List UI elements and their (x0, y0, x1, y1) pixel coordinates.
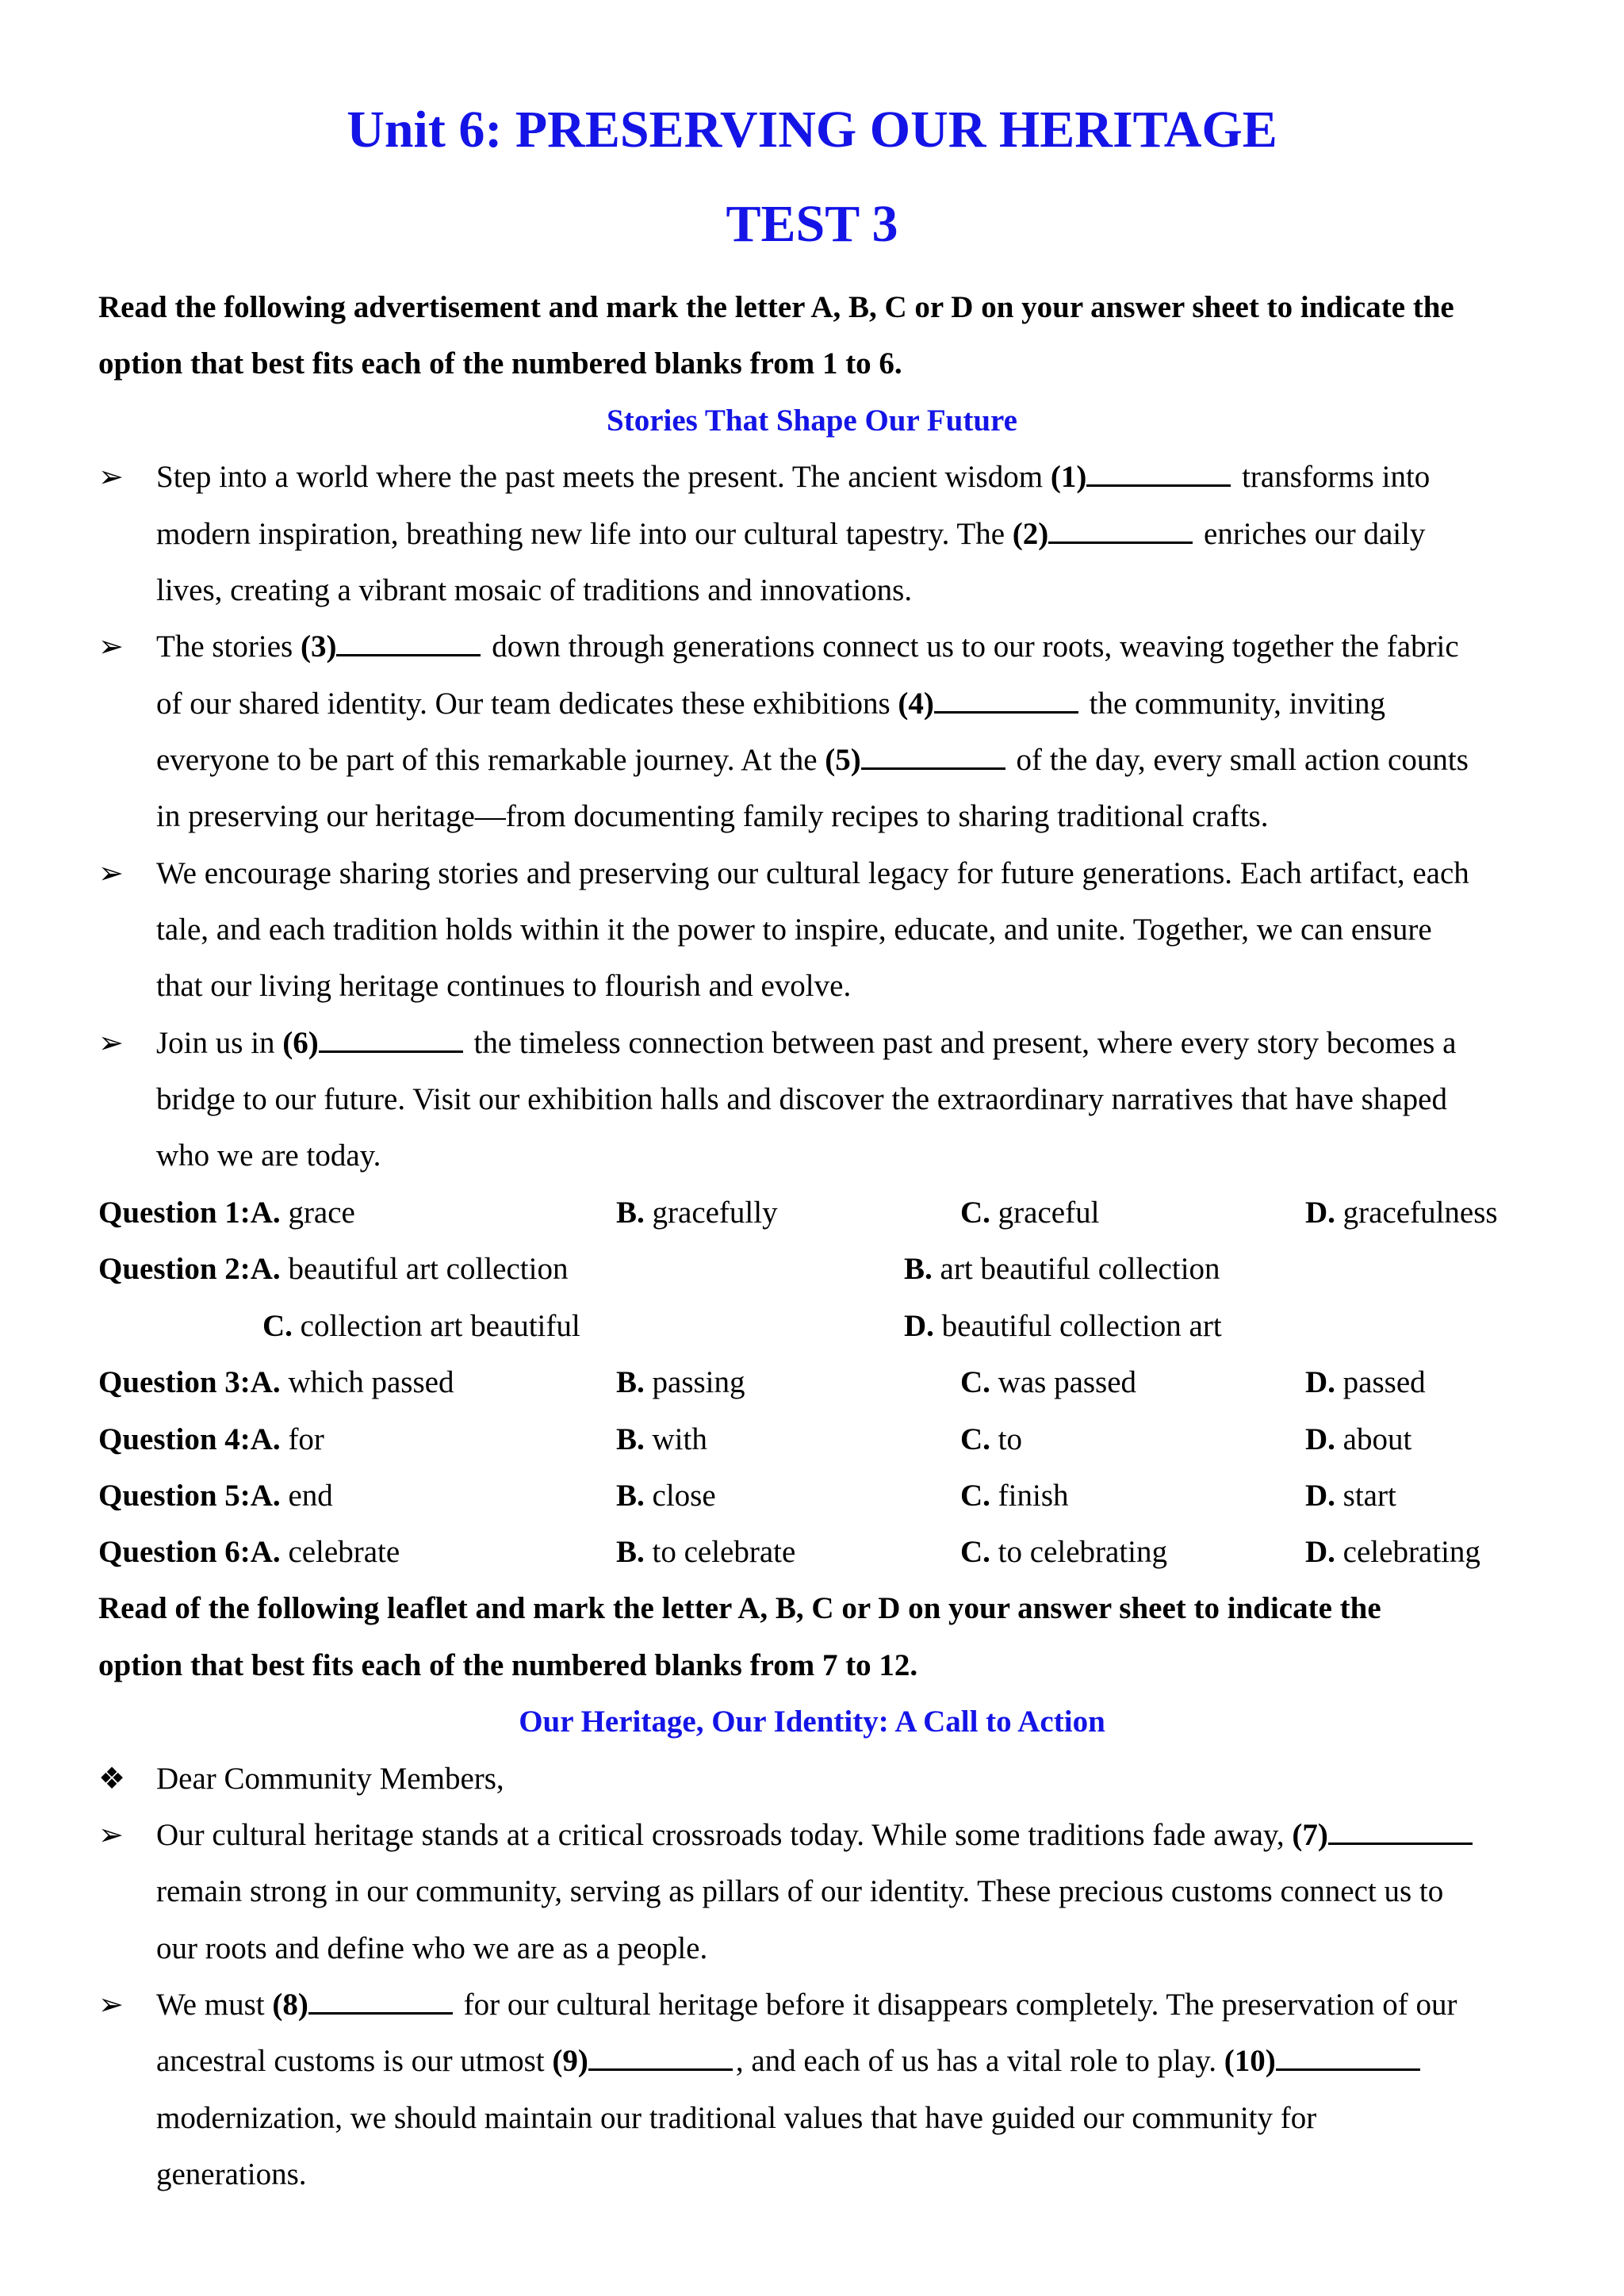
question-5-option-c: C. finish (960, 1479, 1069, 1513)
instruction-line: Read the following advertisement and mark the letter A, B, C or D on your answer sheet to indicate the (98, 290, 1454, 324)
question-3-option-b: B. passing (616, 1365, 745, 1399)
question-1-option-d: D. gracefulness (1305, 1196, 1498, 1230)
question-5-option-b: B. close (616, 1479, 716, 1513)
answer-blank (336, 629, 481, 656)
question-1-option-c: C. graceful (960, 1196, 1100, 1230)
passage-line: Join us in (6) the timeless connection between past and present, where every story becomes a (156, 1026, 1457, 1060)
blank-number: (5) (825, 743, 861, 777)
answer-blank (588, 2043, 733, 2071)
question-2-option-d: D. beautiful collection art (904, 1309, 1222, 1343)
question-4-option-c: C. to (960, 1422, 1023, 1456)
question-1-option-b: B. gracefully (616, 1196, 778, 1230)
greeting-line: Dear Community Members, (156, 1762, 504, 1796)
answer-blank (934, 686, 1078, 714)
question-4-option-b: B. with (616, 1422, 707, 1456)
passage-line: Step into a world where the past meets the present. The ancient wisdom (1) transforms into (156, 460, 1431, 494)
question-6-label: Question 6:A. celebrate (98, 1535, 400, 1569)
passage-line: that our living heritage continues to flourish and evolve. (156, 969, 852, 1003)
passage-line: bridge to our future. Visit our exhibition halls and discover the extraordinary narratives that have shaped (156, 1082, 1447, 1116)
answer-blank (308, 1987, 453, 2015)
arrow-bullet-icon: ➢ (98, 630, 124, 664)
question-3-option-c: C. was passed (960, 1365, 1137, 1399)
passage-line: The stories (3) down through generations connect us to our roots, weaving together the fabric (156, 629, 1459, 664)
arrow-bullet-icon: ➢ (98, 461, 124, 494)
answer-blank (1328, 1817, 1473, 1845)
question-2-option-b: B. art beautiful collection (904, 1252, 1220, 1286)
passage-line: We encourage sharing stories and preserving our cultural legacy for future generations. Each artifact, each (156, 856, 1469, 890)
arrow-bullet-icon: ➢ (98, 1027, 124, 1060)
question-2-label: Question 2:A. beautiful art collection (98, 1252, 569, 1286)
question-6-option-b: B. to celebrate (616, 1535, 796, 1569)
arrow-bullet-icon: ➢ (98, 1988, 124, 2022)
unit-title: Unit 6: PRESERVING OUR HERITAGE (347, 101, 1277, 159)
question-4-label: Question 4:A. for (98, 1422, 324, 1456)
blank-number: (9) (552, 2044, 588, 2078)
question-4-option-d: D. about (1305, 1422, 1412, 1456)
passage-line: tale, and each tradition holds within it the power to inspire, educate, and unite. Together, we can ensure (156, 913, 1432, 947)
passage-line: everyone to be part of this remarkable journey. At the (5) of the day, every small action counts (156, 743, 1469, 777)
answer-blank (319, 1025, 463, 1053)
answer-blank (1048, 516, 1193, 544)
passage-line: generations. (156, 2157, 307, 2191)
blank-number: (10) (1224, 2044, 1276, 2078)
arrow-bullet-icon: ➢ (98, 857, 124, 890)
instruction-line: option that best fits each of the numbered blanks from 7 to 12. (98, 1648, 918, 1682)
blank-number: (4) (898, 687, 934, 721)
passage-heading: Our Heritage, Our Identity: A Call to Action (519, 1705, 1105, 1739)
passage-line: modernization, we should maintain our traditional values that have guided our community for (156, 2101, 1317, 2135)
passage-line: who we are today. (156, 1138, 381, 1173)
passage-line: our roots and define who we are as a people. (156, 1931, 708, 1965)
answer-blank (1086, 459, 1231, 487)
passage-line: in preserving our heritage—from documenting family recipes to sharing traditional crafts. (156, 799, 1269, 833)
passage-line: Our cultural heritage stands at a critical crossroads today. While some traditions fade away, (7) (156, 1816, 1476, 1854)
passage-line: remain strong in our community, serving as pillars of our identity. These precious customs connect us to (156, 1874, 1444, 1908)
instruction-line: option that best fits each of the numbered blanks from 1 to 6. (98, 346, 902, 381)
test-title: TEST 3 (726, 195, 898, 253)
blank-number: (7) (1292, 1818, 1328, 1852)
arrow-bullet-icon: ➢ (98, 1819, 124, 1852)
question-6-option-c: C. to celebrating (960, 1535, 1167, 1569)
passage-line: of our shared identity. Our team dedicates these exhibitions (4) the community, inviting (156, 687, 1385, 721)
answer-blank (1276, 2043, 1420, 2071)
passage-line: modern inspiration, breathing new life into our cultural tapestry. The (2) enriches our daily (156, 517, 1426, 551)
question-5-option-d: D. start (1305, 1479, 1396, 1513)
blank-number: (1) (1050, 460, 1087, 494)
question-3-label: Question 3:A. which passed (98, 1365, 454, 1399)
question-5-label: Question 5:A. end (98, 1479, 333, 1513)
diamond-bullet-icon: ❖ (98, 1762, 126, 1796)
blank-number: (6) (282, 1026, 319, 1060)
blank-number: (2) (1012, 517, 1049, 551)
question-2-option-c: C. collection art beautiful (262, 1309, 580, 1343)
blank-number: (3) (300, 629, 337, 664)
question-6-option-d: D. celebrating (1305, 1535, 1480, 1569)
passage-line: We must (8) for our cultural heritage before it disappears completely. The preservation of our (156, 1988, 1457, 2022)
passage-line: lives, creating a vibrant mosaic of traditions and innovations. (156, 573, 913, 607)
passage-line: ancestral customs is our utmost (9) , and each of us has a vital role to play. (10) (156, 2042, 1423, 2080)
blank-number: (8) (272, 1988, 308, 2022)
question-1-label: Question 1:A. grace (98, 1196, 355, 1230)
instruction-line: Read of the following leaflet and mark the letter A, B, C or D on your answer sheet to indicate the (98, 1591, 1381, 1625)
question-3-option-d: D. passed (1305, 1365, 1426, 1399)
passage-heading: Stories That Shape Our Future (607, 404, 1017, 438)
answer-blank (861, 742, 1005, 770)
